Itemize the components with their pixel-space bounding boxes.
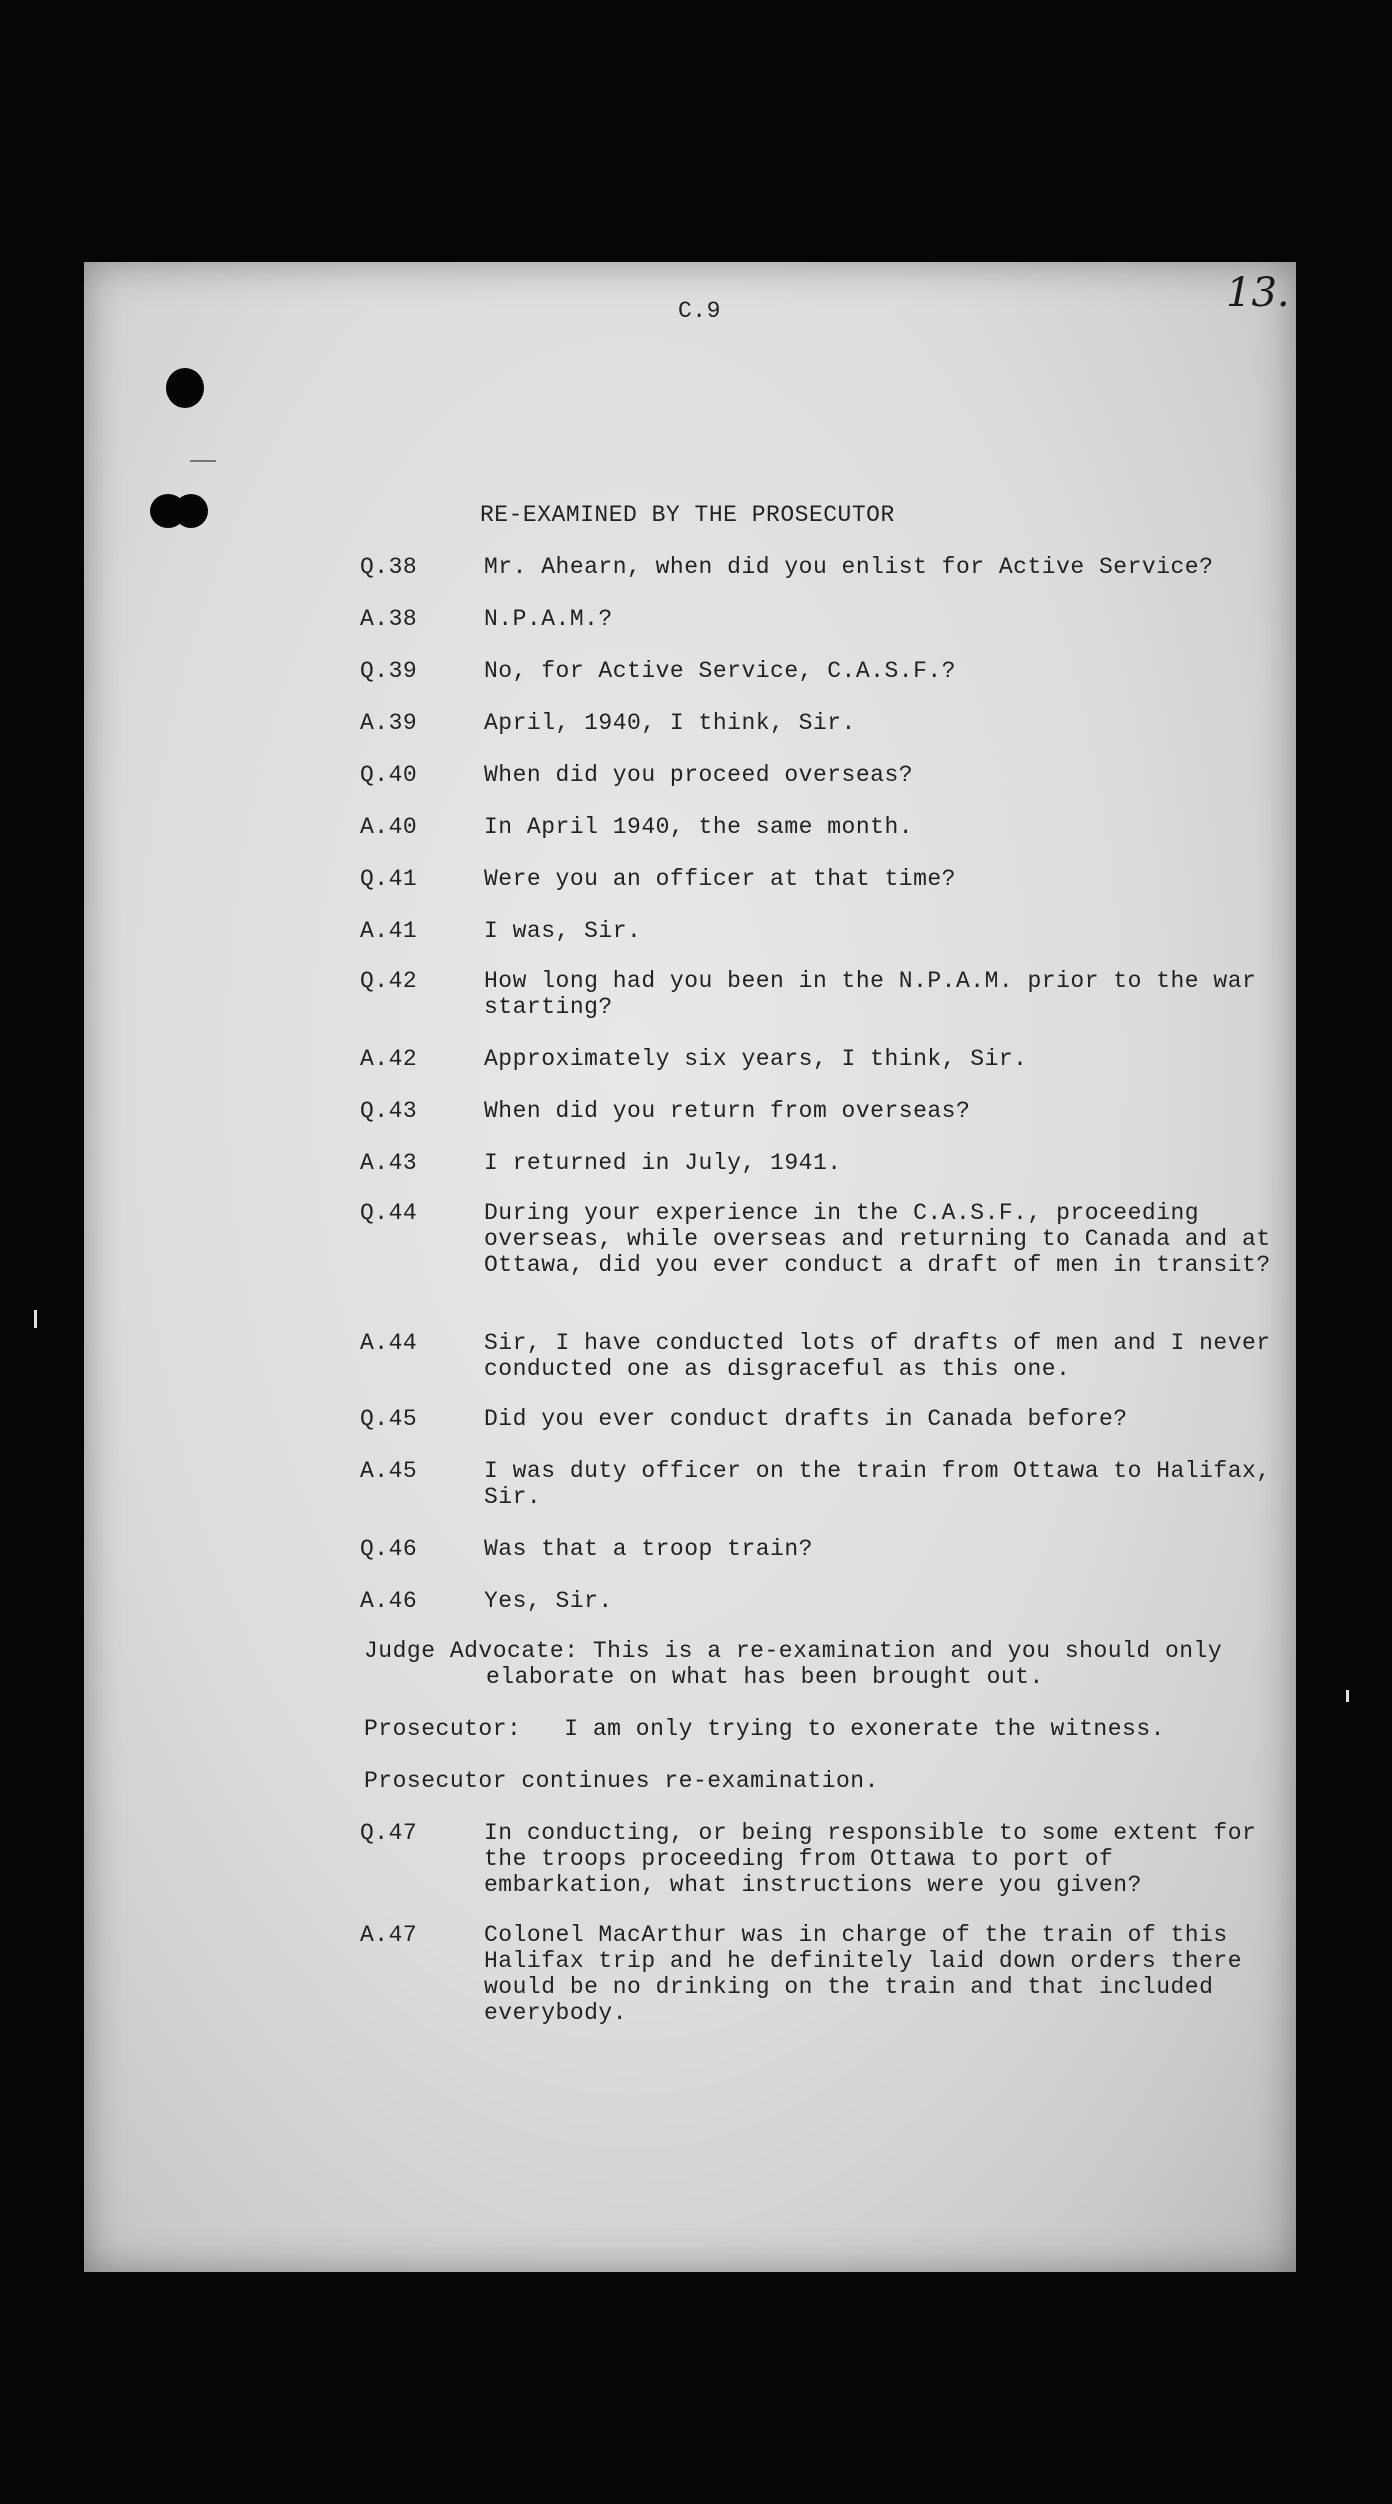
qa-entry (360, 1200, 1280, 1278)
qa-text: Colonel MacArthur was in charge of the train of this Halifax trip and he definitely laid down orders there would be no drinking on the train and that included everybody. (484, 1922, 1243, 2026)
qa-entry (360, 1406, 1280, 1432)
qa-text: Yes, Sir. (484, 1588, 613, 1614)
qa-entry (360, 658, 1280, 684)
qa-text: I returned in July, 1941. (484, 1150, 842, 1176)
qa-text: In conducting, or being responsible to some extent for the troops proceeding from Ottawa to port of embarkation, what instructions were you given? (484, 1820, 1257, 1898)
qa-entry (360, 968, 1280, 1020)
qa-label: A.38 (360, 606, 418, 632)
qa-label: Q.45 (360, 1406, 418, 1432)
qa-entry (360, 762, 1280, 788)
qa-entry (360, 1820, 1280, 1898)
qa-label: A.43 (360, 1150, 418, 1176)
folio-number: 13. (1226, 270, 1290, 316)
speaker-prosecutor: Prosecutor: (364, 1716, 522, 1742)
qa-text: In April 1940, the same month. (484, 814, 914, 840)
qa-label: A.47 (360, 1922, 418, 1948)
qa-entry (360, 1330, 1280, 1382)
qa-text: Sir, I have conducted lots of drafts of men and I never conducted one as disgraceful as this one. (484, 1330, 1271, 1382)
qa-text: When did you proceed overseas? (484, 762, 914, 788)
qa-entry (360, 1046, 1280, 1072)
qa-label: Q.39 (360, 658, 418, 684)
judge-advocate-remark (364, 1638, 1324, 1690)
qa-entry (360, 1458, 1280, 1510)
qa-label: Q.43 (360, 1098, 418, 1124)
qa-text: When did you return from overseas? (484, 1098, 971, 1124)
qa-label: Q.42 (360, 968, 418, 994)
scan-artifact (34, 1310, 37, 1328)
qa-text: I was duty officer on the train from Ottawa to Halifax, Sir. (484, 1458, 1271, 1510)
qa-text: No, for Active Service, C.A.S.F.? (484, 658, 956, 684)
qa-label: Q.47 (360, 1820, 418, 1846)
prosecutor-remark (364, 1716, 1284, 1742)
qa-entry (360, 1098, 1280, 1124)
qa-text: During your experience in the C.A.S.F., proceeding overseas, while overseas and returning to Canada and at Ottawa, did you ever conduct a draft of men in transit? (484, 1200, 1271, 1278)
typed-page (84, 262, 1296, 2272)
qa-entry (360, 1922, 1280, 2026)
qa-label: Q.44 (360, 1200, 418, 1226)
qa-entry (360, 1150, 1280, 1176)
qa-label: A.42 (360, 1046, 418, 1072)
speaker-judge-advocate: Judge Advocate: (364, 1638, 579, 1664)
qa-label: Q.41 (360, 866, 418, 892)
scan-artifact (1346, 1690, 1349, 1702)
remark-line-1: This is a re-examination and you should only (592, 1638, 1223, 1664)
qa-text: April, 1940, I think, Sir. (484, 710, 856, 736)
qa-label: A.44 (360, 1330, 418, 1356)
qa-label: Q.46 (360, 1536, 418, 1562)
paper-mark (190, 460, 216, 462)
qa-entry (360, 866, 1280, 892)
qa-entry (360, 554, 1280, 580)
prosecutor-remark-text: I am only trying to exonerate the witness. (564, 1716, 1165, 1742)
qa-label: Q.40 (360, 762, 418, 788)
punch-hole (174, 494, 208, 528)
qa-text: Was that a troop train? (484, 1536, 813, 1562)
qa-label: A.40 (360, 814, 418, 840)
qa-entry (360, 710, 1280, 736)
qa-entry (360, 606, 1280, 632)
qa-entry (360, 814, 1280, 840)
qa-entry (360, 1588, 1280, 1614)
qa-label: A.45 (360, 1458, 418, 1484)
qa-text: Approximately six years, I think, Sir. (484, 1046, 1028, 1072)
qa-label: Q.38 (360, 554, 418, 580)
qa-entry (360, 918, 1280, 944)
qa-text: Did you ever conduct drafts in Canada before? (484, 1406, 1128, 1432)
section-heading: RE-EXAMINED BY THE PROSECUTOR (480, 502, 895, 528)
qa-text: Were you an officer at that time? (484, 866, 956, 892)
qa-text: Mr. Ahearn, when did you enlist for Active Service? (484, 554, 1214, 580)
punch-hole (166, 368, 204, 408)
remark-line-2: elaborate on what has been brought out. (486, 1664, 1044, 1690)
qa-label: A.39 (360, 710, 418, 736)
prosecutor-continues: Prosecutor continues re-examination. (364, 1768, 879, 1794)
page-number: C.9 (678, 298, 721, 324)
qa-entry (360, 1536, 1280, 1562)
qa-text: I was, Sir. (484, 918, 642, 944)
qa-text: How long had you been in the N.P.A.M. prior to the war starting? (484, 968, 1257, 1020)
qa-label: A.41 (360, 918, 418, 944)
qa-text: N.P.A.M.? (484, 606, 613, 632)
qa-label: A.46 (360, 1588, 418, 1614)
